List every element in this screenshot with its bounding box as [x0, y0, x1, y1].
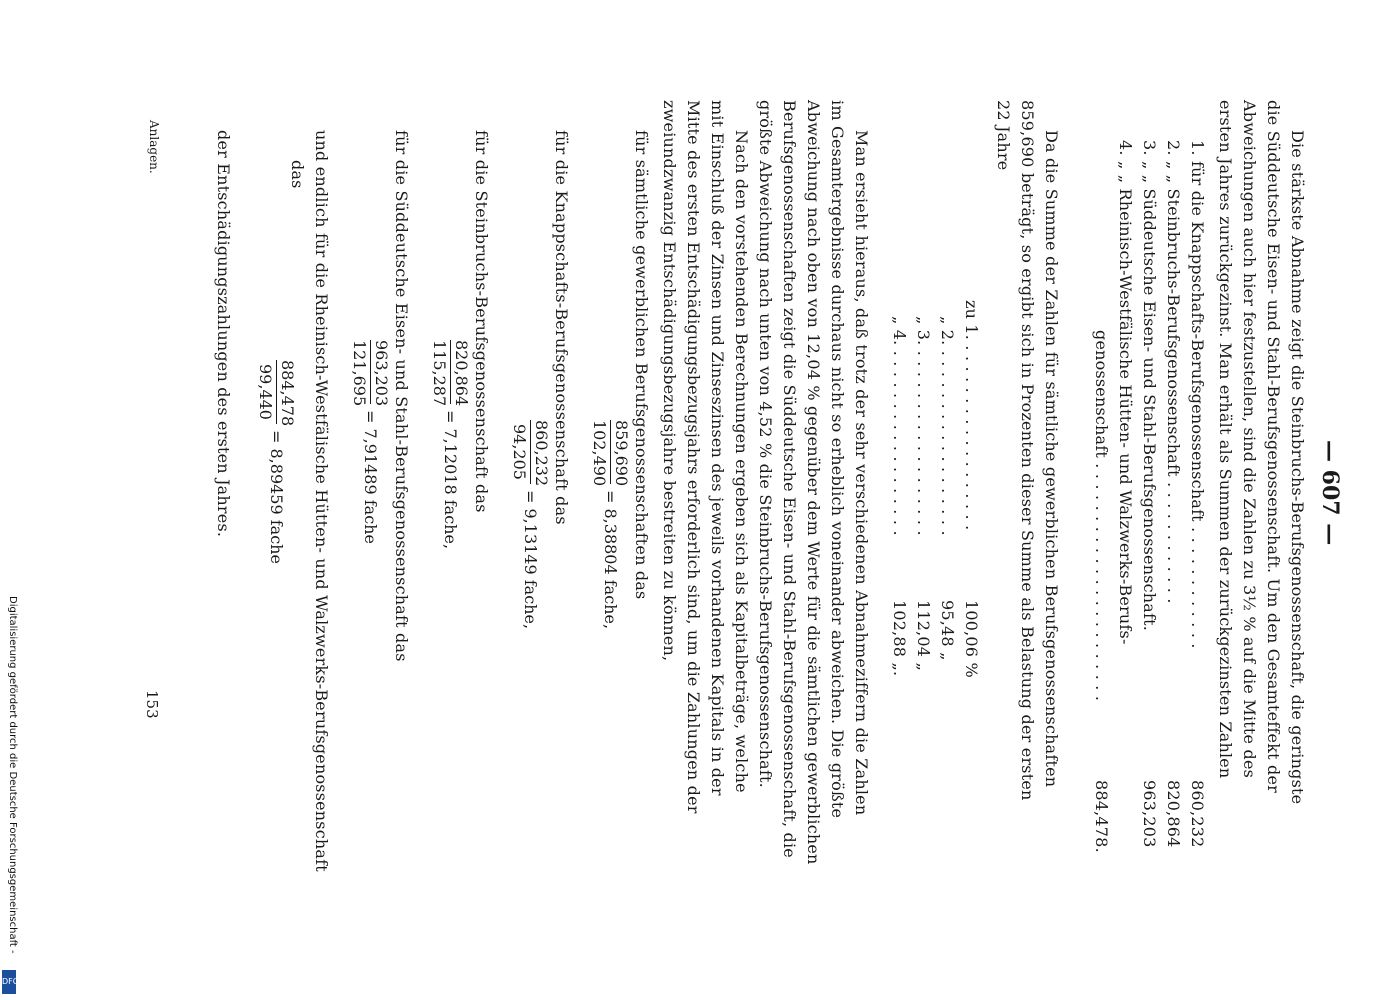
table-2-label: „ 2. . . . . . . . . . . . . . . . . . .	[938, 316, 957, 536]
table-1-value: 963,203	[1140, 780, 1159, 848]
paragraph-2-line: Da die Summe der Zahlen für sämtliche gewerblichen Berufsgenossenschaften	[1042, 130, 1061, 788]
closing-line: der Entschädigungszahlungen des ersten Jahres.	[214, 130, 233, 538]
fraction-numerator: 820,864	[452, 340, 471, 407]
paragraph-3-line: größte Abweichung nach unten von 4,52 % die Steinbruchs-Berufsgenossenschaft.	[756, 100, 775, 788]
fraction-bar	[276, 360, 277, 424]
table-1-value: 820,864	[1164, 780, 1183, 848]
fraction-bar	[530, 420, 531, 484]
table-1-label: 4. „ „ Rheinisch-Westfälische Hütten- und Walzwerks-Berufs-	[1116, 140, 1135, 645]
digitization-note	[4, 596, 18, 996]
calculation-result: = 8,89459 fache	[267, 430, 286, 564]
fraction-denominator: 121,695	[350, 340, 369, 407]
footer-page-number: 153	[143, 690, 161, 719]
paragraph-3-line: Man ersieht hieraus, daß trotz der sehr verschiedenen Abnahmeziffern die Zahlen	[852, 130, 871, 816]
table-2-value: 112,04 „	[914, 600, 933, 671]
paragraph-3-line: im Gesamtergebnisse durchaus nicht so erheblich voneinander abweichen. Die größte	[828, 100, 847, 819]
fraction-bar	[610, 420, 611, 484]
paragraph-4-line: mit Einschluß der Zinsen und Zinseszinsen des jeweils vorhandenen Kapitals in der	[708, 100, 727, 796]
paragraph-4-line: Mitte des ersten Entschädigungsbezugsjahrs erforderlich sind, um die Zahlungen der	[684, 100, 703, 814]
fraction	[256, 360, 297, 427]
paragraph-2-line: 22 Jahre	[994, 100, 1013, 171]
paragraph-3-line: Berufsgenossenschaften zeigt die Süddeutsche Eisen- und Stahl-Berufsgenossenschaft, die	[780, 100, 799, 858]
page-number: — 607 —	[1317, 440, 1343, 546]
paragraph-3-line: Abweichung nach oben von 12,04 % gegenüber dem Werte für die sämtlichen gewerblichen	[804, 100, 823, 865]
fraction-numerator: 963,203	[372, 340, 391, 407]
table-1-label: 1. für die Knappschafts-Berufsgenossenschaft . . . . . . . . . . . .	[1188, 140, 1207, 649]
paragraph-2-line: 859,690 beträgt, so ergibt sich in Prozenten dieser Summe als Belastung der ersten	[1018, 100, 1037, 801]
fraction-numerator: 859,690	[612, 420, 631, 487]
paragraph-1-line: Abweichungen auch hier festzustellen, sind die Zahlen zu 3½ % auf die Mitte des	[1240, 100, 1259, 779]
table-2-label: zu 1. . . . . . . . . . . . . . . . . . .	[962, 300, 981, 531]
table-2-value: 95,48 „	[938, 600, 957, 661]
footer-left: Anlagen.	[147, 120, 161, 174]
table-2-value: 100,06 %	[962, 600, 981, 678]
table-2-value: 102,88 „.	[890, 600, 909, 677]
fraction-denominator: 115,287	[430, 340, 449, 407]
digitization-note-text: Digitalisierung gefördert durch die Deutsche Forschungsgemeinschaft -	[7, 596, 18, 954]
fraction	[430, 340, 471, 407]
table-1-label: 2. „ „ Steinbruchs-Berufsgenossenschaft . . . . . . . . . . . .	[1164, 140, 1183, 604]
table-1-value: 860,232	[1188, 780, 1207, 848]
calculation-result: = 8,38804 fache,	[601, 490, 620, 630]
dfg-logo: DFG	[2, 970, 16, 994]
table-2-label: „ 3. . . . . . . . . . . . . . . . . . .	[914, 316, 933, 536]
calculation-result: = 7,91489 fache	[361, 410, 380, 544]
table-1-label: 3. „ „ Süddeutsche Eisen- und Stahl-Berufsgenossenschaft.	[1140, 140, 1159, 632]
calculation-intro: für die Steinbruchs-Berufsgenossenschaft das	[472, 130, 491, 513]
calculation-result: = 9,13149 fache,	[521, 490, 540, 630]
fraction-bar	[370, 340, 371, 404]
paragraph-1-line: die Süddeutsche Eisen- und Stahl-Berufsgenossenschaft. Um den Gesamteffekt der	[1264, 100, 1283, 793]
calculation-intro: für die Knappschafts-Berufsgenossenschaft das	[552, 130, 571, 525]
fraction	[350, 340, 391, 407]
calculation-intro: für die Süddeutsche Eisen- und Stahl-Berufsgenossenschaft das	[392, 130, 411, 662]
table-1-value: 884,478.	[1092, 780, 1111, 853]
fraction	[510, 420, 551, 487]
fraction-numerator: 884,478	[278, 360, 297, 427]
paragraph-1-line: ersten Jahres zurückgezinst. Man erhält als Summen der zurückgezinsten Zahlen	[1216, 100, 1235, 779]
calculation-result: = 7,12018 fache,	[441, 410, 460, 550]
fraction-bar	[450, 340, 451, 404]
calculation-intro: für sämtliche gewerblichen Berufsgenossenschaften das	[632, 130, 651, 600]
fraction	[590, 420, 631, 487]
fraction-denominator: 102,490	[590, 420, 609, 487]
fraction-denominator: 94,205	[510, 424, 529, 480]
table-1-label: genossenschaft . . . . . . . . . . . . . . . . . . . . . . .	[1092, 330, 1111, 702]
paragraph-4-line: zweiundzwanzig Entschädigungsbezugsjahre bestreiten zu können,	[660, 100, 679, 662]
calculation-intro: und endlich für die Rheinisch-Westfälische Hütten- und Walzwerks-Berufsgenossenschaft	[312, 130, 331, 872]
fraction-numerator: 860,232	[532, 420, 551, 487]
table-2-label: „ 4. . . . . . . . . . . . . . . . . . .	[890, 316, 909, 536]
calculation-intro: das	[288, 160, 307, 189]
fraction-denominator: 99,440	[256, 364, 275, 420]
paragraph-4-line: Nach den vorstehenden Berechnungen ergeben sich als Kapitalbeträge, welche	[732, 130, 751, 793]
paragraph-1-line: Die stärkste Abnahme zeigt die Steinbruchs-Berufsgenossenschaft, die geringste	[1288, 130, 1307, 805]
